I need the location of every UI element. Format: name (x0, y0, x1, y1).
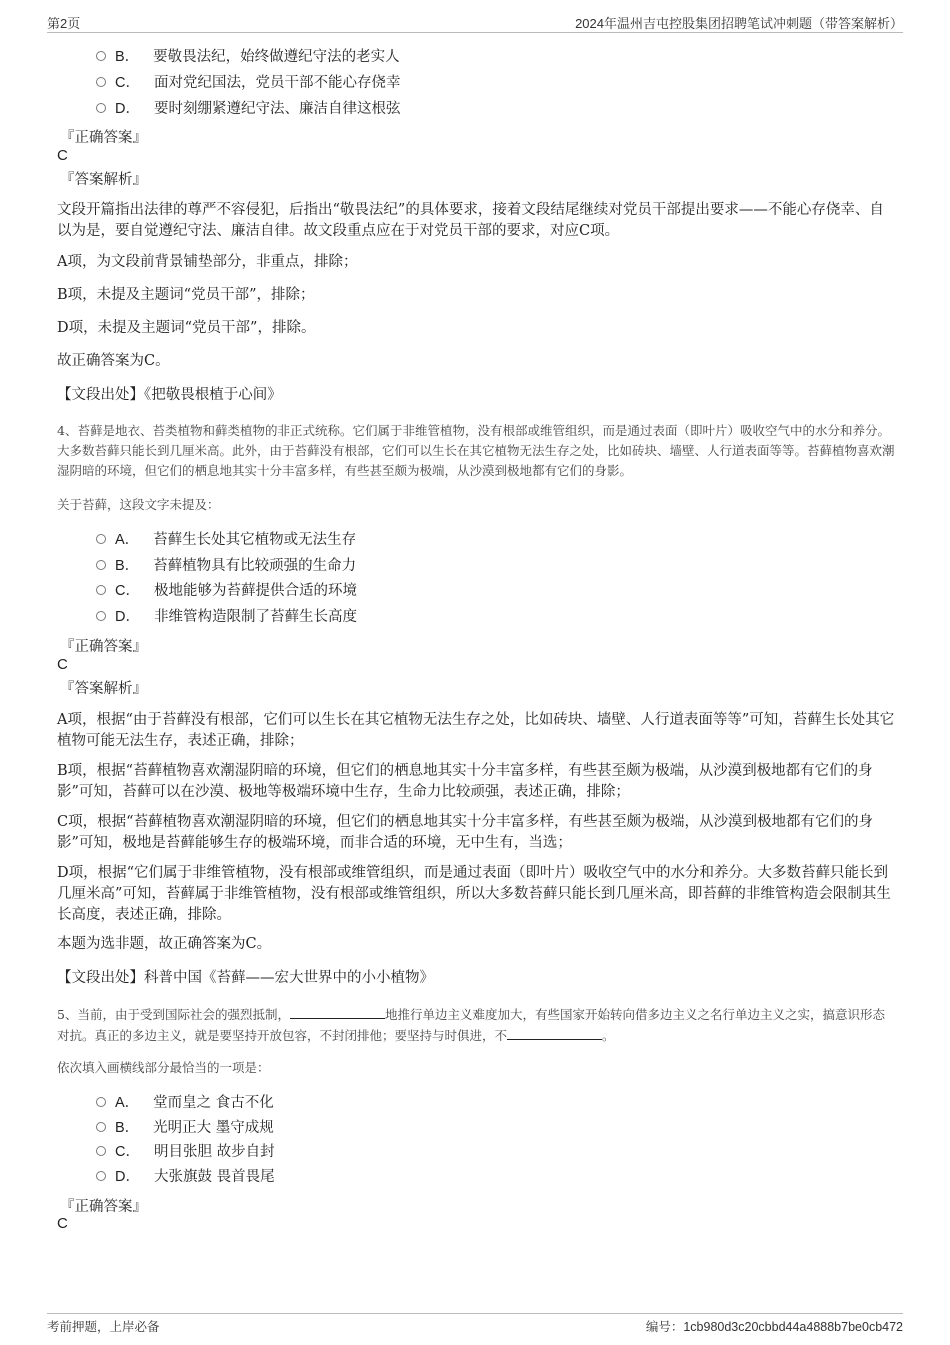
q4-analysis-label: 『答案解析』 (60, 681, 147, 697)
q5-option-a[interactable]: A． 堂而皇之 食古不化 (96, 1092, 274, 1114)
q4-option-d[interactable]: D． 非维管构造限制了苔藓生长高度 (96, 606, 357, 628)
footer-slogan: 考前押题，上岸必备 (47, 1319, 160, 1334)
q4-answer-label: 『正确答案』 (60, 639, 147, 655)
q4-option-b[interactable]: B． 苔藓植物具有比较顽强的生命力 (96, 555, 356, 577)
document-title: 2024年温州吉屯控股集团招聘笔试冲刺题（带答案解析） (575, 16, 903, 31)
q4-analysis-a: A项，根据“由于苔藓没有根部，它们可以生长在其它植物无法生存之处，比如砖块、墙壁、人行道表面等等”可知，苔藓生长处其它植物可能无法生存，表述正确，排除； (57, 712, 895, 749)
fill-blank-2 (507, 1025, 602, 1040)
page-footer (47, 1313, 903, 1336)
q3-analysis-d: D项，未提及主题词“党员干部”，排除。 (57, 320, 316, 336)
q4-option-a[interactable]: A． 苔藓生长处其它植物或无法生存 (96, 529, 356, 551)
q5-option-d[interactable]: D． 大张旗鼓 畏首畏尾 (96, 1166, 275, 1188)
q4-analysis-c: C项，根据“苔藓植物喜欢潮湿阴暗的环境，但它们的栖息地其实十分丰富多样，有些甚至颇为极端，从沙漠到极地都有它们的身影”可知，极地是苔藓能够生存的极端环境，而非合适的环境，无中生有，当选； (57, 814, 874, 851)
q5-answer: C (57, 1215, 68, 1232)
q3-option-c[interactable]: C． 面对党纪国法，党员干部不能心存侥幸 (96, 72, 400, 94)
page-number: 第2页 (47, 16, 81, 31)
radio-icon[interactable] (96, 534, 106, 544)
page-header (47, 10, 903, 33)
q5-question: 依次填入画横线部分最恰当的一项是： (57, 1060, 270, 1075)
q3-analysis-a: A项，为文段前背景铺垫部分，非重点，排除； (57, 254, 358, 270)
q3-analysis-main: 文段开篇指出法律的尊严不容侵犯，后指出“敬畏法纪”的具体要求，接着文段结尾继续对党员干部提出要求——不能心存侥幸、自以为是，要自觉遵纪守法、廉洁自律。故文段重点应在于对党员干部的要求，对应C项。 (57, 202, 884, 239)
radio-icon[interactable] (96, 1171, 106, 1181)
q3-analysis-b: B项，未提及主题词“党员干部”，排除； (57, 287, 315, 303)
q4-analysis-d: D项，根据“它们属于非维管植物，没有根部或维管组织，而是通过表面（即叶片）吸收空气中的水分和养分。大多数苔藓只能长到几厘米高”可知，苔藓属于非维管植物，没有根部或维管组织，所以大多数苔藓只能长到几厘米高，即苔藓的非维管构造会限制其生长高度，表述正确，排除。 (57, 865, 891, 923)
radio-icon[interactable] (96, 1146, 106, 1156)
q4-question: 关于苔藓，这段文字未提及： (57, 497, 220, 512)
document-code: 编号：1cb980d3c20cbbd44a4888b7be0cb472 (645, 1319, 903, 1334)
q3-answer-label: 『正确答案』 (60, 130, 147, 146)
q5-option-c[interactable]: C． 明目张胆 故步自封 (96, 1141, 275, 1163)
radio-icon[interactable] (96, 1122, 106, 1132)
fill-blank-1 (290, 1004, 385, 1019)
q3-option-b[interactable]: B． 要敬畏法纪，始终做遵纪守法的老实人 (96, 46, 400, 68)
q4-conclusion: 本题为选非题，故正确答案为C。 (57, 936, 272, 952)
q4-stem: 4、苔藓是地衣、苔类植物和藓类植物的非正式统称。它们属于非维管植物，没有根部或维管组织，而是通过表面（即叶片）吸收空气中的水分和养分。大多数苔藓只能长到几厘米高。此外，由于苔藓没有根部，它们可以生长在其它植物无法生存之处，比如砖块、墙壁、人行道表面等等。苔藓植物喜欢潮湿阴暗的环境，但它们的栖息地其实十分丰富多样，有些甚至颇为极端，从沙漠到极地都有它们的身影。 (57, 423, 895, 478)
q5-answer-label: 『正确答案』 (60, 1199, 147, 1215)
q5-stem: 5、当前，由于受到国际社会的强烈抵制， 地推行单边主义难度加大，有些国家开始转向借多边主义之名行单边主义之实，搞意识形态对抗。真正的多边主义，就是要坚持开放包容，不封闭排他；要坚持与时俱进，不 。 (57, 1004, 895, 1046)
q4-source: 【文段出处】科普中国《苔藓——宏大世界中的小小植物》 (57, 970, 434, 986)
radio-icon[interactable] (96, 585, 106, 595)
q4-option-c[interactable]: C． 极地能够为苔藓提供合适的环境 (96, 580, 357, 602)
radio-icon[interactable] (96, 611, 106, 621)
radio-icon[interactable] (96, 103, 106, 113)
q3-analysis-label: 『答案解析』 (60, 172, 147, 188)
radio-icon[interactable] (96, 560, 106, 570)
q5-option-b[interactable]: B． 光明正大 墨守成规 (96, 1117, 274, 1139)
q3-answer: C (57, 147, 68, 164)
radio-icon[interactable] (96, 51, 106, 61)
q4-answer: C (57, 656, 68, 673)
q3-conclusion: 故正确答案为C。 (57, 353, 170, 369)
q3-option-d[interactable]: D． 要时刻绷紧遵纪守法、廉洁自律这根弦 (96, 98, 400, 120)
radio-icon[interactable] (96, 77, 106, 87)
q4-analysis-b: B项，根据“苔藓植物喜欢潮湿阴暗的环境，但它们的栖息地其实十分丰富多样，有些甚至颇为极端，从沙漠到极地都有它们的身影”可知，苔藓可以在沙漠、极地等极端环境中生存，生命力比较顽强，表述正确，排除； (57, 763, 873, 800)
radio-icon[interactable] (96, 1097, 106, 1107)
q3-source: 【文段出处】《把敬畏根植于心间》 (57, 387, 282, 403)
